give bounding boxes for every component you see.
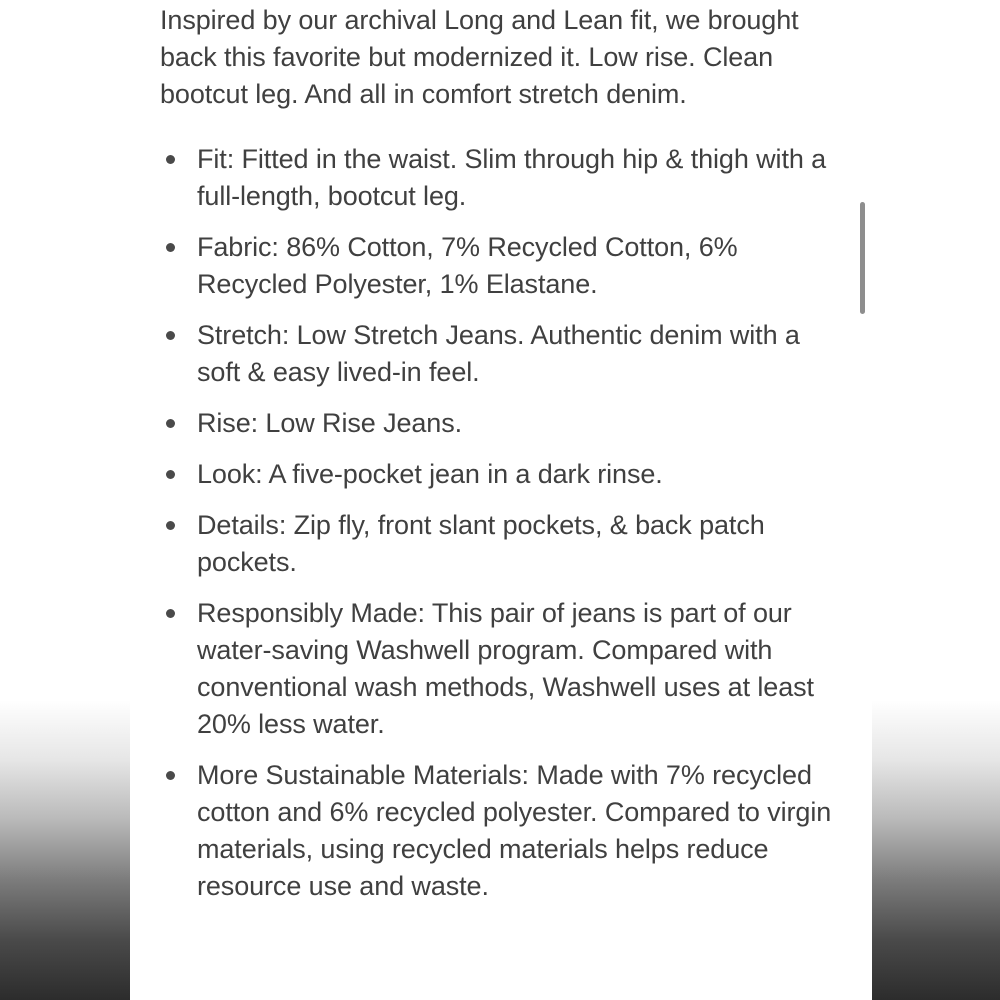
description-intro: Inspired by our archival Long and Lean fit, we brought back this favorite but modernized it. Low rise. Clean bootcut leg. And all in comfort stretch denim.	[160, 5, 799, 109]
product-description-panel[interactable]	[130, 0, 872, 1000]
bullet-icon	[166, 243, 175, 252]
bullet-icon	[166, 155, 175, 164]
detail-fit	[160, 141, 850, 215]
detail-details	[160, 507, 850, 581]
scrollbar-thumb[interactable]	[860, 202, 865, 314]
detail-fabric-text: Fabric: 86% Cotton, 7% Recycled Cotton, 6% Recycled Polyester, 1% Elastane.	[197, 232, 738, 299]
detail-fit-text: Fit: Fitted in the waist. Slim through hip & thigh with a full-length, bootcut leg.	[197, 144, 827, 211]
product-details-list	[160, 141, 850, 905]
bullet-icon	[166, 609, 175, 618]
bullet-icon	[166, 521, 175, 530]
detail-responsibly-made-text: Responsibly Made: This pair of jeans is part of our water-saving Washwell program. Compared with conventional wash methods, Washwell uses at least 20% less water.	[197, 598, 814, 739]
detail-details-text: Details: Zip fly, front slant pockets, & back patch pockets.	[197, 510, 765, 577]
detail-fabric	[160, 229, 850, 303]
product-description	[160, 2, 850, 919]
detail-look-text: Look: A five-pocket jean in a dark rinse.	[197, 459, 663, 489]
bullet-icon	[166, 419, 175, 428]
detail-stretch	[160, 317, 850, 391]
detail-rise-text: Rise: Low Rise Jeans.	[197, 408, 463, 438]
detail-sustainable-materials-text: More Sustainable Materials: Made with 7% recycled cotton and 6% recycled polyester. Compared to virgin materials, using recycled materials helps reduce resource use and waste.	[197, 760, 832, 901]
detail-sustainable-materials	[160, 757, 850, 905]
detail-stretch-text: Stretch: Low Stretch Jeans. Authentic denim with a soft & easy lived-in feel.	[197, 320, 800, 387]
bullet-icon	[166, 771, 175, 780]
bullet-icon	[166, 470, 175, 479]
detail-responsibly-made	[160, 595, 850, 743]
detail-rise	[160, 405, 850, 442]
detail-look	[160, 456, 850, 493]
bullet-icon	[166, 331, 175, 340]
